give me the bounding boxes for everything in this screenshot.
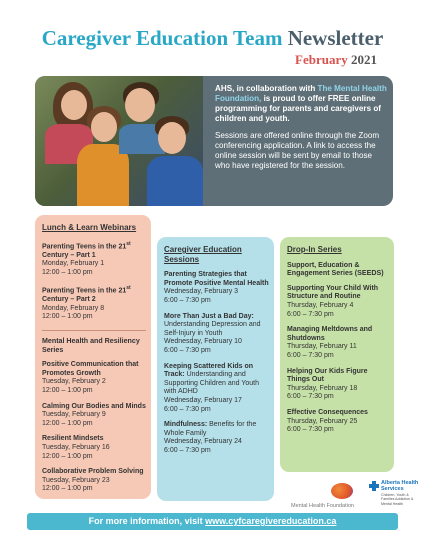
session-date: Wednesday, February 17: [164, 396, 242, 404]
issue-date: [295, 52, 377, 68]
intro-prefix: AHS, in collaboration with: [215, 84, 316, 93]
dropin-item: [287, 409, 389, 435]
ahs-logo-name: Alberta Health Services: [381, 480, 419, 492]
drop-in-box: [280, 237, 394, 472]
resiliency-item: [42, 361, 146, 395]
footer-bar: [27, 513, 398, 530]
webinar-name-post: Century – Part 2: [42, 296, 96, 304]
webinar-name: [42, 240, 146, 261]
resiliency-time: 12:00 – 1:00 pm: [42, 419, 93, 427]
dropin-time: 6:00 – 7:30 pm: [287, 393, 334, 401]
dropin-time: 6:00 – 7:30 pm: [287, 351, 334, 359]
hero-banner: [35, 76, 393, 206]
session-name: More Than Just a Bad Day:: [164, 312, 254, 320]
ahs-logo: [367, 478, 422, 512]
mhf-logo-text: Mental Health Foundation: [291, 503, 354, 509]
dropin-time: 6:00 – 7:30 pm: [287, 426, 334, 434]
issue-month: February: [295, 52, 348, 67]
webinar-name-pre: Parenting Teens in the 21: [42, 242, 127, 250]
resiliency-date: Tuesday, February 2: [42, 378, 106, 386]
lunch-learn-box: [35, 215, 151, 499]
session-title: [164, 363, 269, 397]
resiliency-name: Resilient Mindsets: [42, 435, 104, 443]
title-part-1: Caregiver Education Team: [41, 26, 283, 50]
session-title: [164, 421, 269, 438]
session-title: [164, 313, 269, 339]
session-time: 6:00 – 7:30 pm: [164, 296, 211, 304]
resiliency-item: [42, 403, 146, 429]
hero-text: [215, 84, 387, 171]
webinar-name-sup: st: [126, 285, 131, 292]
session-subtitle: Understanding and Supporting Children and Youth with ADHD: [164, 371, 259, 396]
webinar-date: Monday, February 1: [42, 260, 105, 268]
dropin-item: [287, 326, 389, 360]
dropin-date: Thursday, February 4: [287, 301, 354, 309]
footer-text: For more information, visit: [88, 516, 203, 526]
dropin-name: Effective Consequences: [287, 408, 368, 416]
brain-icon: [331, 483, 353, 499]
webinar-item: [42, 284, 146, 322]
dropin-name: Supporting Your Child With Structure and Routine: [287, 284, 379, 301]
resiliency-item: [42, 435, 146, 461]
session-title: [164, 271, 269, 288]
session-date: Wednesday, February 24: [164, 438, 242, 446]
webinar-item: [42, 240, 146, 278]
session-item: [164, 363, 269, 415]
session-subtitle: Understanding Depression and Self-Injury in Youth: [164, 321, 261, 337]
dropin-date: Thursday, February 11: [287, 343, 357, 351]
title-part-2: Newsletter: [287, 26, 384, 50]
children-photo: [35, 76, 203, 206]
divider: [42, 330, 146, 331]
resiliency-name: Positive Communication that Promotes Growth: [42, 361, 139, 377]
webinar-name-pre: Parenting Teens in the 21: [42, 287, 127, 295]
resiliency-item: [42, 468, 146, 494]
col3-section: Support, Education & Engagement Series (SEEDS): [287, 260, 384, 278]
body-paragraph: Sessions are offered online through the Zoom conferencing application. A link to access the online session will be sent by email to those who have registered for the session.: [215, 131, 380, 170]
caregiver-sessions-box: [157, 237, 274, 501]
dropin-name: Managing Meltdowns and Shutdowns: [287, 326, 373, 342]
webinar-name-sup: st: [126, 240, 131, 247]
newsletter-title: [0, 26, 425, 50]
intro-paragraph: [215, 84, 387, 124]
dropin-time: 6:00 – 7:30 pm: [287, 310, 334, 318]
resiliency-date: Tuesday, February 16: [42, 443, 110, 451]
webinar-name-post: Century – Part 1: [42, 251, 96, 259]
session-name: Mindfulness:: [164, 421, 208, 429]
resiliency-time: 12:00 – 1:00 pm: [42, 485, 93, 493]
session-name: Parenting Strategies that Promote Positive Mental Health: [164, 271, 269, 287]
resiliency-date: Tuesday, February 9: [42, 411, 106, 419]
issue-year: 2021: [351, 52, 377, 67]
ahs-cross-icon: [369, 481, 379, 491]
session-item: [164, 313, 269, 356]
session-name: Keeping Scattered Kids on Track:: [164, 362, 254, 379]
dropin-name: Helping Our Kids Figure Things Out: [287, 367, 368, 384]
session-item: [164, 271, 269, 305]
col2-heading: Caregiver Education Sessions: [164, 245, 242, 264]
session-time: 6:00 – 7:30 pm: [164, 346, 211, 354]
dropin-item: [287, 285, 389, 319]
col1-section: Mental Health and Resiliency Series: [42, 337, 140, 354]
session-date: Wednesday, February 3: [164, 288, 239, 296]
session-subtitle: Benefits for the Whole Family: [164, 421, 257, 437]
resiliency-time: 12:00 – 1:00 pm: [42, 386, 93, 394]
mental-health-foundation-logo: [291, 481, 359, 511]
intro-suffix: is proud to offer FREE online programming for parents and caregivers of children and youth.: [215, 94, 381, 123]
webinar-name: [42, 284, 146, 305]
session-item: [164, 421, 269, 455]
webinar-time: 12:00 – 1:00 pm: [42, 313, 93, 321]
resiliency-date: Tuesday, February 23: [42, 476, 110, 484]
dropin-date: Thursday, February 25: [287, 417, 358, 425]
dropin-item: [287, 368, 389, 402]
col1-heading: Lunch & Learn Webinars: [42, 223, 137, 232]
webinar-time: 12:00 – 1:00 pm: [42, 268, 93, 276]
webinar-date: Monday, February 8: [42, 304, 105, 312]
resiliency-name: Calming Our Bodies and Minds: [42, 402, 146, 410]
session-time: 6:00 – 7:30 pm: [164, 405, 211, 413]
col3-heading: Drop-In Series: [287, 245, 342, 254]
ahs-logo-sub: Children, Youth & Families Addiction & Mental Health: [381, 493, 414, 506]
website-link[interactable]: www.cyfcaregivereducation.ca: [205, 516, 337, 526]
org-name: The Mental Health Foundation,: [215, 84, 387, 103]
dropin-date: Thursday, February 18: [287, 384, 358, 392]
resiliency-time: 12:00 – 1:00 pm: [42, 452, 93, 460]
session-time: 6:00 – 7:30 pm: [164, 446, 211, 454]
resiliency-name: Collaborative Problem Solving: [42, 468, 144, 476]
session-date: Wednesday, February 10: [164, 338, 242, 346]
